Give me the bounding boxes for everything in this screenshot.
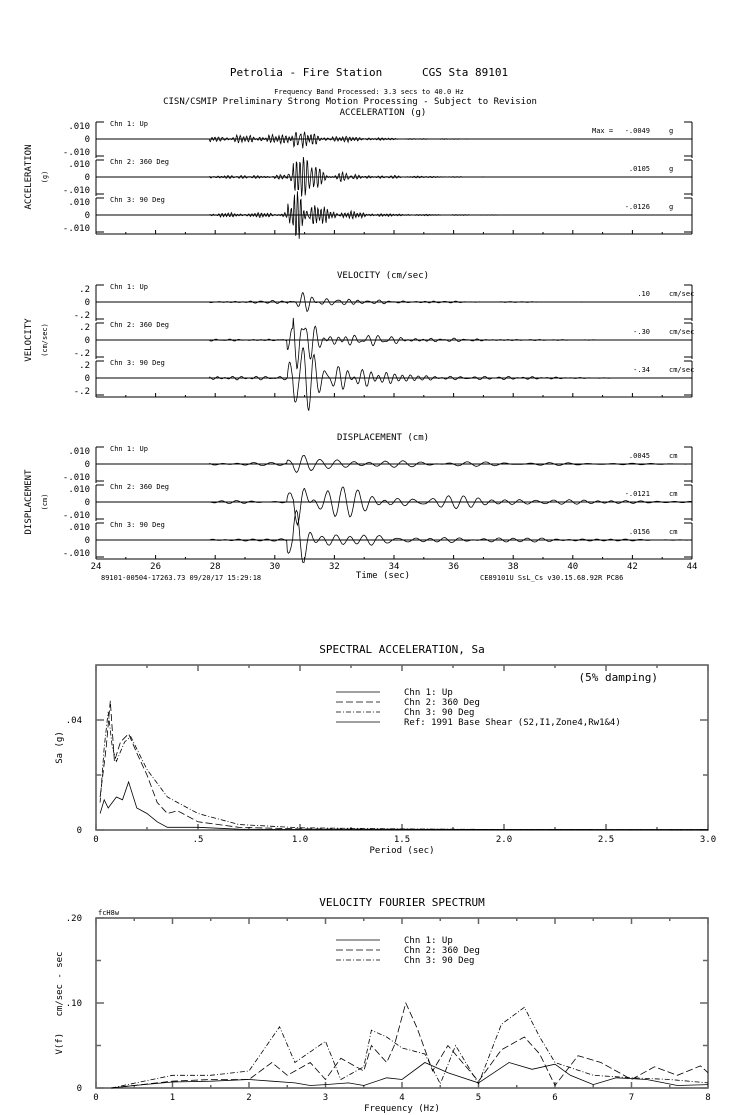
y-axis-label: V(f) cm/sec - sec [55,951,65,1055]
x-tick-label: 7 [628,1093,635,1103]
y-tick-label: -.010 [62,549,90,559]
panel-title: VELOCITY FOURIER SPECTRUM [319,896,485,909]
processing-subtitle: CISN/CSMIP Preliminary Strong Motion Processing - Subject to Revision [163,97,537,107]
y-tick-label: 0 [84,460,90,470]
y-tick-label: 0 [84,173,90,183]
y-tick-label: .2 [79,285,90,295]
peak-unit: cm/sec [669,328,695,336]
panel-title: DISPLACEMENT (cm) [336,433,430,443]
x-tick-label: 3 [322,1093,329,1103]
y-axis-unit: (cm) [41,493,49,511]
peak-unit: g [669,165,674,173]
station-title: Petrolia - Fire Station CGS Sta 89101 [229,66,509,79]
y-tick-label: .2 [79,323,90,333]
y-axis-label: ACCELERATION [24,144,34,210]
x-tick-label: 1.5 [393,835,411,845]
channel-label: Chn 1: Up [110,445,148,453]
y-tick-label: -.010 [62,224,90,234]
x-tick-label: 4 [399,1093,405,1103]
legend-label: Chn 3: 90 Deg [404,956,475,966]
y-tick-label: 0 [84,374,90,384]
x-tick-label: 28 [209,562,221,572]
x-tick-label: 3.0 [699,835,717,845]
channel-label: Chn 3: 90 Deg [110,521,165,529]
legend-label: Ref: 1991 Base Shear (S2,I1,Zone4,Rw1&4) [404,718,621,728]
peak-value: .0105 [628,165,650,173]
x-tick-label: 5 [475,1093,482,1103]
series-line [111,1007,708,1088]
x-tick-label: 32 [328,562,340,572]
x-tick-label: 8 [705,1093,711,1103]
y-tick-label: -.2 [73,349,90,359]
channel-label: Chn 2: 360 Deg [110,483,170,491]
y-tick-label: 0 [76,826,82,836]
y-tick-label: -.2 [73,387,90,397]
y-axis-label: VELOCITY [24,318,34,362]
x-tick-label: .5 [192,835,204,845]
peak-value: .10 [637,290,650,298]
legend-label: Chn 2: 360 Deg [404,946,480,956]
y-tick-label: .010 [68,160,90,170]
waveform-trace [96,487,691,525]
y-tick-label: .010 [68,122,90,132]
y-tick-label: 0 [84,336,90,346]
legend-label: Chn 1: Up [404,936,453,946]
x-axis-label: Period (sec) [369,846,435,856]
peak-value: -.0121 [624,490,650,498]
y-tick-label: 0 [84,135,90,145]
series-line [100,782,708,830]
x-tick-label: 44 [686,562,698,572]
y-tick-label: .010 [68,523,90,533]
channel-label: Chn 2: 360 Deg [110,321,170,329]
x-tick-label: 30 [269,562,281,572]
footer-right: CE89101U SsL_Cs v30.15.68.92R PC86 [480,574,624,582]
x-tick-label: 2 [246,1093,252,1103]
panel-title: SPECTRAL ACCELERATION, Sa [319,643,485,656]
peak-value: -.30 [633,328,650,336]
waveform-trace [96,318,691,369]
x-tick-label: 1 [169,1093,176,1103]
peak-unit: g [669,127,674,135]
peak-value: .0156 [628,528,650,536]
peak-value: .0045 [628,452,650,460]
y-tick-label: -.010 [62,148,90,158]
x-tick-label: 26 [150,562,162,572]
plot-frame [96,918,708,1088]
legend-label: Chn 2: 360 Deg [404,698,480,708]
y-axis-label: DISPLACEMENT [24,469,34,535]
x-tick-label: 1.0 [291,835,309,845]
y-tick-label: .010 [68,485,90,495]
peak-unit: cm [669,528,678,536]
channel-label: Chn 3: 90 Deg [110,359,165,367]
channel-trace-group [96,318,691,369]
y-tick-label: -.010 [62,186,90,196]
y-tick-label: .010 [68,198,90,208]
y-tick-label: 0 [84,211,90,221]
x-tick-label: 24 [90,562,102,572]
x-tick-label: 2.5 [597,835,615,845]
x-tick-label: 42 [626,562,638,572]
legend-label: Chn 3: 90 Deg [404,708,475,718]
waveform-trace [96,348,691,410]
waveform-trace [96,510,691,562]
channel-trace-group [96,510,691,562]
x-axis-label: Frequency (Hz) [364,1104,440,1114]
max-label: Max = [592,127,614,135]
peak-value: -.0049 [624,127,650,135]
x-tick-label: 36 [448,562,460,572]
panel-title: VELOCITY (cm/sec) [336,271,430,281]
x-tick-label: 40 [567,562,579,572]
x-axis-label: Time (sec) [355,571,411,581]
legend-label: Chn 1: Up [404,688,453,698]
y-tick-label: 0 [76,1084,82,1094]
corner-label: fcH8w [98,909,120,917]
peak-unit: cm/sec [669,366,695,374]
x-tick-label: 6 [552,1093,558,1103]
series-line [100,712,708,830]
frequency-band: Frequency Band Processed: 3.3 secs to 40.0 Hz [274,88,464,96]
y-tick-label: .04 [65,716,82,726]
y-tick-label: .2 [79,361,90,371]
damping-note: (5% damping) [578,671,658,684]
channel-label: Chn 2: 360 Deg [110,158,170,166]
peak-unit: cm [669,490,678,498]
peak-value: -.34 [633,366,650,374]
peak-unit: g [669,203,674,211]
x-tick-label: 34 [388,562,400,572]
y-tick-label: 0 [84,498,90,508]
peak-value: -.0126 [624,203,650,211]
x-tick-label: 2.0 [495,835,513,845]
y-axis-label: Sa (g) [55,731,65,764]
y-tick-label: -.010 [62,473,90,483]
y-tick-label: .20 [65,914,82,924]
y-tick-label: .10 [65,999,82,1009]
peak-unit: cm/sec [669,290,695,298]
y-tick-label: -.2 [73,311,90,321]
y-tick-label: .010 [68,447,90,457]
footer-left: 89101-00504-17263.73 09/20/17 15:29:18 [101,574,262,582]
x-tick-label: 0 [93,835,99,845]
peak-unit: cm [669,452,678,460]
channel-label: Chn 1: Up [110,283,148,291]
channel-label: Chn 3: 90 Deg [110,196,165,204]
y-tick-label: 0 [84,298,90,308]
channel-trace-group [96,348,691,410]
y-axis-unit: (g) [41,170,49,184]
x-tick-label: 38 [507,562,519,572]
plot-frame [96,665,708,830]
x-tick-label: 0 [93,1093,99,1103]
y-tick-label: 0 [84,536,90,546]
channel-trace-group [96,487,691,525]
y-tick-label: -.010 [62,511,90,521]
panel-title: ACCELERATION (g) [339,108,427,118]
y-axis-unit: (cm/sec) [41,323,49,357]
channel-label: Chn 1: Up [110,120,148,128]
